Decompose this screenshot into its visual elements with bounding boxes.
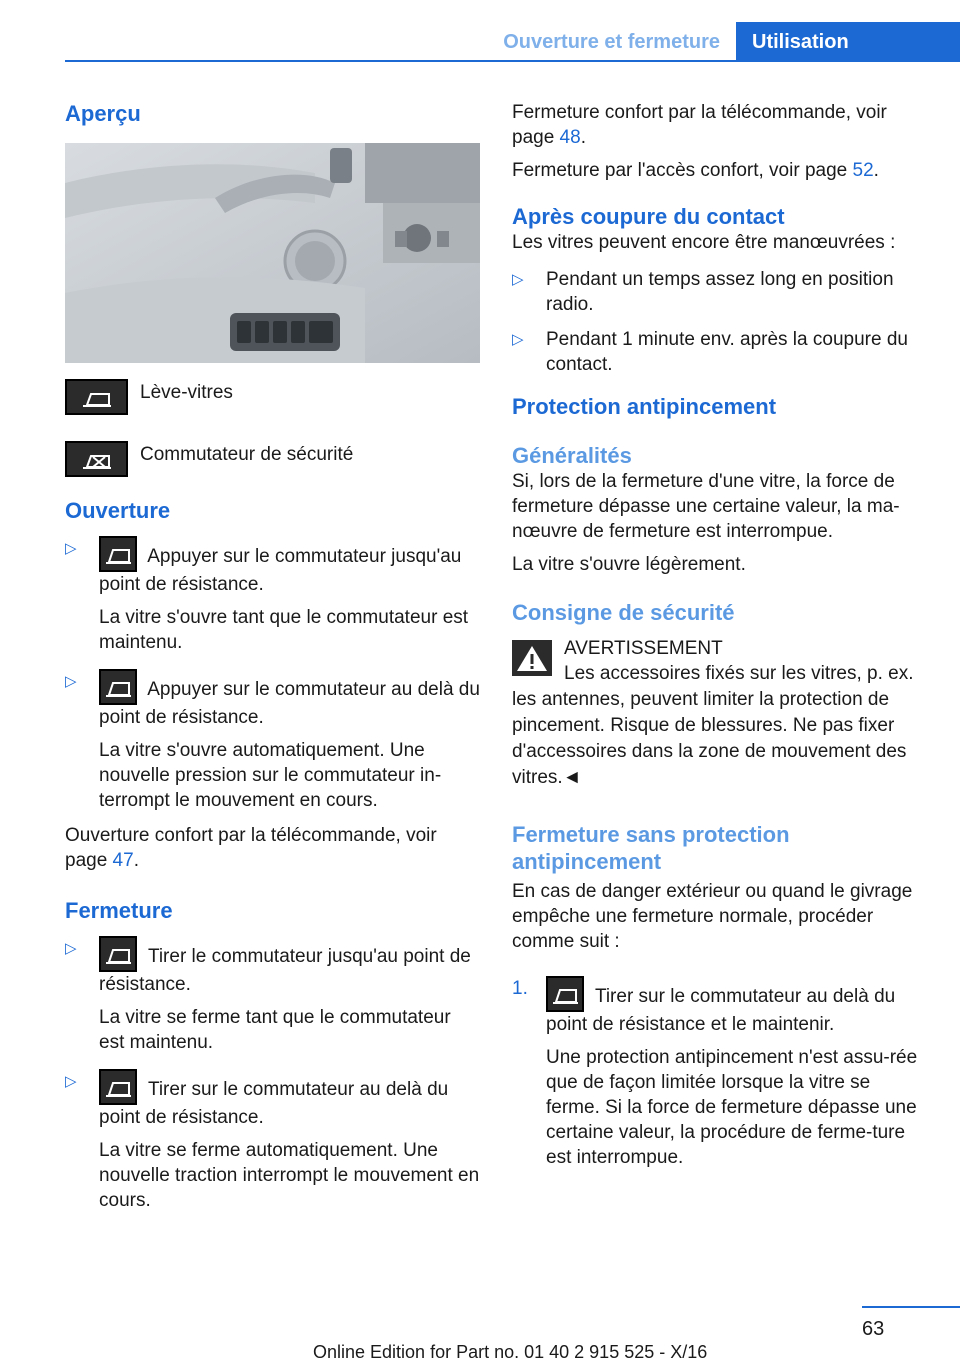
legend-window-switch: [65, 379, 480, 435]
triangle-bullet-icon: ▷: [65, 1073, 77, 1090]
triangle-bullet-icon: ▷: [512, 271, 524, 288]
comfort-close-text: Fermeture confort par la télécommande, voir page 48.: [512, 102, 887, 148]
door-panel-photo: [65, 143, 480, 363]
window-switch-icon: [546, 976, 584, 1012]
step-number: 1.: [512, 978, 528, 999]
step-lead: Tirer sur le commutateur au delà du point de résistance et le maintenir.: [546, 986, 896, 1035]
triangle-bullet-icon: ▷: [65, 673, 77, 690]
no-pinch-heading: Fermeture sans protection antipincement: [512, 822, 790, 874]
warning-block: [512, 636, 927, 791]
window-switch-icon: [65, 379, 128, 415]
list-item: ▷ Pendant 1 minute env. après la coupure du contact.: [512, 329, 908, 375]
header-chapter: Utilisation: [736, 22, 960, 62]
closing-item-1-detail: La vitre se ferme tant que le commutateur est maintenu.: [99, 1007, 451, 1053]
overview-heading: Aperçu: [65, 101, 141, 126]
legend-safety-switch-label: Commutateur de sécurité: [140, 444, 354, 465]
list-item: [65, 536, 480, 655]
header-rule: [65, 60, 960, 62]
general-heading: Généralités: [512, 443, 632, 468]
safety-switch-icon: [65, 441, 128, 477]
page-header: [0, 0, 960, 62]
no-pinch-steps: [512, 976, 927, 1170]
list-item: [512, 976, 927, 1170]
footer-rule: [862, 1306, 960, 1308]
opening-comfort-text: Ouverture confort par la télécommande, voir page 47.: [65, 825, 437, 871]
general-text: Si, lors de la fermeture d'une vitre, la force de fermeture dépasse une certaine valeur, la ma‐nœuvre de fermeture est interrompue.: [512, 471, 900, 542]
no-pinch-intro: En cas de danger extérieur ou quand le givrage empêche une fermeture normale, procéder comme suit :: [512, 881, 913, 952]
window-switch-icon: [99, 536, 137, 572]
pinch-heading: Protection antipincement: [512, 394, 777, 419]
list-item: ▷ Pendant un temps assez long en position radio.: [512, 269, 894, 315]
warning-title: AVERTISSEMENT: [564, 638, 723, 659]
page-number: 63: [862, 1318, 885, 1340]
triangle-bullet-icon: ▷: [512, 331, 524, 348]
safety-heading: Consigne de sécurité: [512, 600, 735, 625]
closing-item-2-lead: Tirer sur le commutateur au delà du point de résistance.: [99, 1079, 449, 1128]
closing-heading: Fermeture: [65, 898, 173, 923]
closing-list: [65, 936, 480, 1213]
page-link-48[interactable]: 48: [559, 127, 581, 148]
triangle-bullet-icon: ▷: [65, 940, 77, 957]
list-item: [65, 1069, 480, 1213]
after-ignition-list: [512, 267, 927, 377]
window-switch-icon: [99, 669, 137, 705]
closing-item-2-detail: La vitre se ferme automatiquement. Une nouvelle traction interrompt le mouvement en cours.: [99, 1140, 480, 1211]
page-link-52[interactable]: 52: [852, 160, 874, 181]
warning-text: Les accessoires fixés sur les vitres, p. ex. les antennes, peuvent limiter la protection de pincement. Risque de blessures. Ne pas fixer d'accessoires dans la zone de mouvement des vitres.◄: [512, 663, 914, 788]
opening-item-2-detail: La vitre s'ouvre automatiquement. Une nouvelle pression sur le commutateur in‐terrompt le mouvement en cours.: [99, 740, 442, 811]
after-ignition-heading: Après coupure du contact: [512, 204, 785, 229]
header-section: Ouverture et fermeture: [503, 31, 720, 53]
closing-item-1-lead: Tirer le commutateur jusqu'au point de résistance.: [99, 946, 471, 995]
opening-item-1-detail: La vitre s'ouvre tant que le commutateur est maintenu.: [99, 607, 469, 653]
opening-item-2-lead: Appuyer sur le commutateur au delà du point de résistance.: [99, 679, 480, 728]
window-switch-icon: [99, 1069, 137, 1105]
general-text-2: La vitre s'ouvre légèrement.: [512, 554, 746, 575]
opening-list: [65, 536, 480, 813]
door-panel-illustration: [65, 143, 480, 363]
list-item: [65, 936, 480, 1055]
after-ignition-intro: Les vitres peuvent encore être manœuvrées :: [512, 232, 896, 253]
right-column: [512, 100, 927, 1180]
legend-window-switch-label: Lève-vitres: [140, 382, 233, 403]
opening-heading: Ouverture: [65, 498, 171, 523]
list-item: [65, 669, 480, 813]
left-column: [65, 100, 480, 1223]
comfort-access-text: Fermeture par l'accès confort, voir page 52.: [512, 160, 879, 181]
page-link-47[interactable]: 47: [112, 850, 134, 871]
legend-safety-switch: [65, 441, 480, 497]
window-switch-icon: [99, 936, 137, 972]
opening-item-1-lead: Appuyer sur le commutateur jusqu'au point de résistance.: [99, 546, 462, 595]
warning-triangle-icon: [512, 640, 552, 676]
triangle-bullet-icon: ▷: [65, 540, 77, 557]
step-detail: Une protection antipincement n'est assu‐rée que de façon limitée lorsque la vitre se ferme. Si la force de fermeture dépasse une certaine valeur, la procédure de ferme‐ture est interrompue.: [546, 1047, 918, 1168]
edition-text: Online Edition for Part no. 01 40 2 915 525 - X/16: [313, 1342, 708, 1362]
